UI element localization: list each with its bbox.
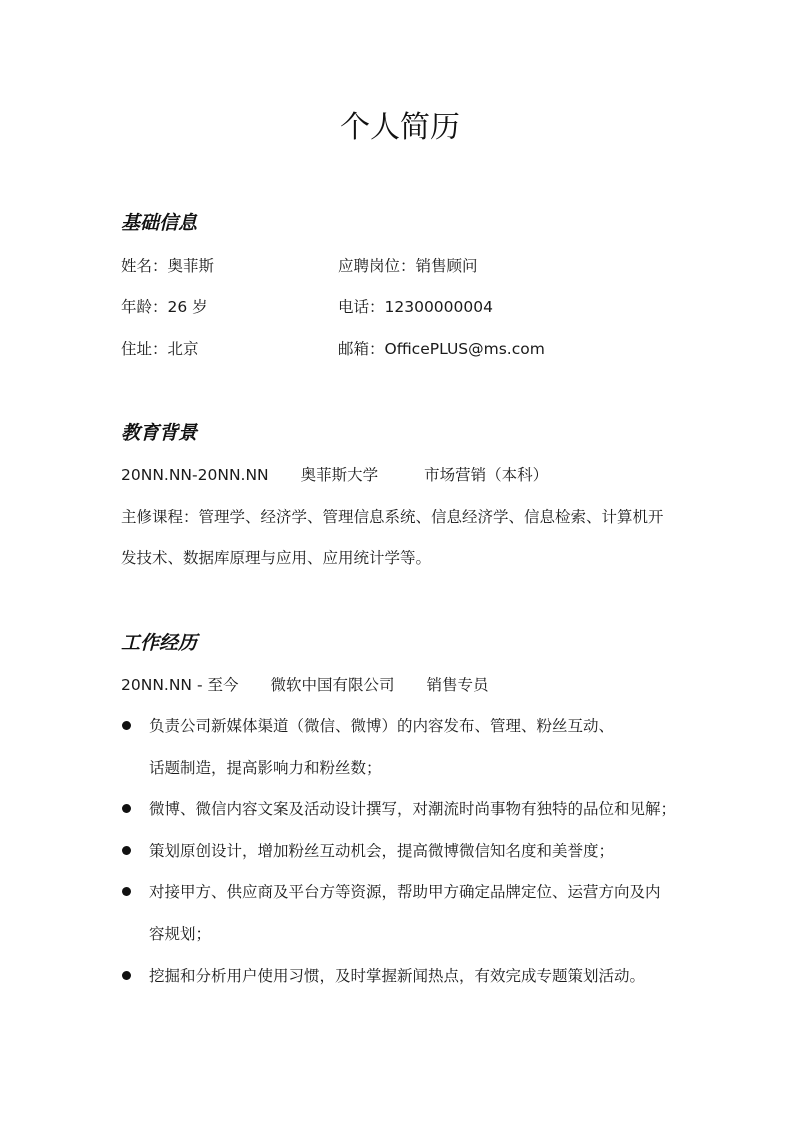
- section-heading-basic: 基础信息: [121, 212, 198, 234]
- position-field: 应聘岗位：销售顾问: [338, 257, 478, 275]
- page-title: 个人简历: [340, 110, 460, 145]
- work-bullet-3-line-1: 策划原创设计，增加粉丝互动机会，提高微博微信知名度和美誉度；: [149, 842, 615, 860]
- education-period: 20NN.NN-20NN.NN: [121, 466, 269, 484]
- education-school: 奥菲斯大学: [300, 466, 379, 484]
- education-major: 市场营销（本科）: [424, 466, 549, 484]
- work-role: 销售专员: [426, 676, 489, 694]
- phone-field: 电话：12300000004: [338, 298, 493, 316]
- work-period: 20NN.NN - 至今: [121, 676, 239, 694]
- bullet-icon: [122, 887, 131, 896]
- address-field: 住址：北京: [121, 340, 199, 358]
- bullet-icon: [122, 846, 131, 855]
- section-heading-work: 工作经历: [121, 632, 198, 654]
- education-courses-line-1: 主修课程：管理学、经济学、管理信息系统、信息经济学、信息检索、计算机开: [121, 508, 664, 526]
- work-bullet-1-line-1: 负责公司新媒体渠道（微信、微博）的内容发布、管理、粉丝互动、: [149, 717, 615, 735]
- bullet-icon: [122, 721, 131, 730]
- education-summary: [121, 463, 548, 487]
- work-bullet-4-line-2: 容规划；: [149, 925, 212, 943]
- education-courses-line-2: 发技术、数据库原理与应用、应用统计学等。: [121, 549, 432, 567]
- bullet-icon: [122, 971, 131, 980]
- work-bullet-2-line-1: 微博、微信内容文案及活动设计撰写，对潮流时尚事物有独特的品位和见解；: [149, 800, 677, 818]
- name-field: 姓名：奥菲斯: [121, 257, 215, 275]
- work-summary: [121, 673, 489, 697]
- email-field: 邮箱：OfficePLUS@ms.com: [338, 340, 545, 358]
- bullet-icon: [122, 804, 131, 813]
- work-bullet-4-line-1: 对接甲方、供应商及平台方等资源，帮助甲方确定品牌定位、运营方向及内: [149, 883, 661, 901]
- work-bullet-5-line-1: 挖掘和分析用户使用习惯，及时掌握新闻热点，有效完成专题策划活动。: [149, 967, 646, 985]
- work-bullet-1-line-2: 话题制造，提高影响力和粉丝数；: [149, 759, 382, 777]
- work-company: 微软中国有限公司: [270, 676, 395, 694]
- section-heading-education: 教育背景: [121, 422, 198, 444]
- age-field: 年龄：26 岁: [121, 298, 208, 316]
